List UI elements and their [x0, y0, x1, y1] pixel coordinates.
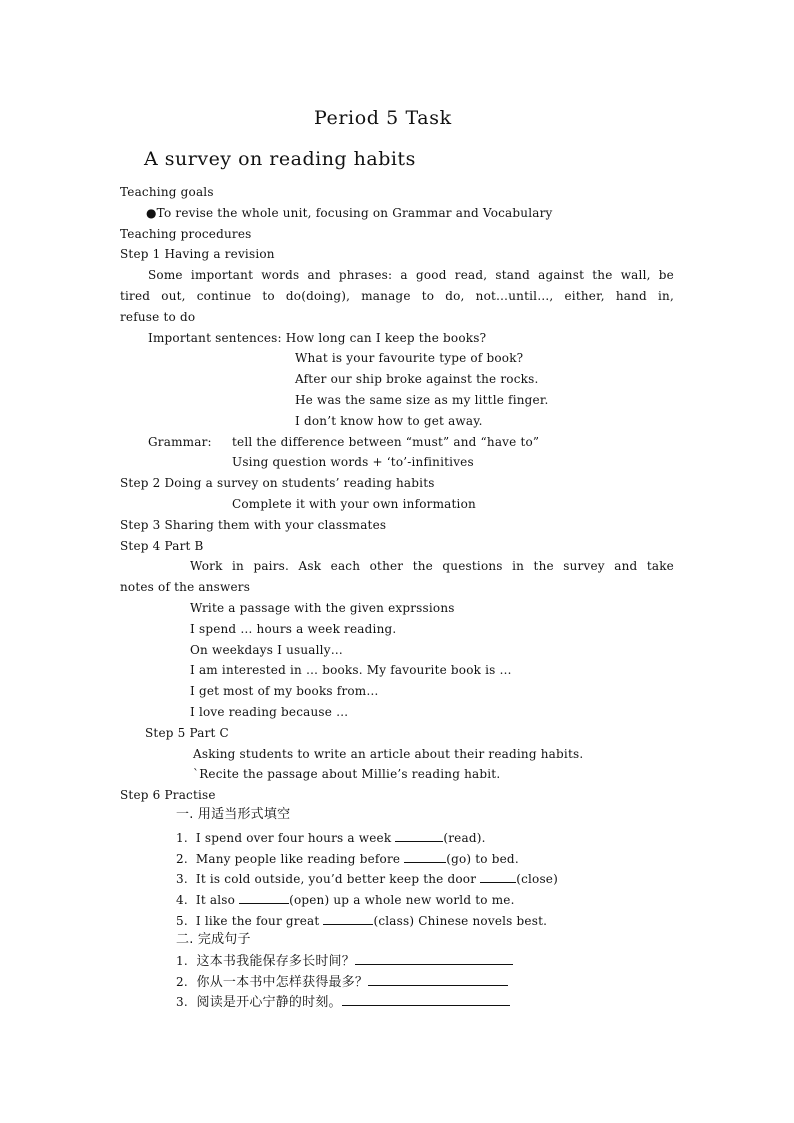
- step5-heading: Step 5 Part C: [145, 726, 229, 740]
- fill-blank-heading: 一. 用适当形式填空: [176, 807, 291, 822]
- item-hint: (open) up a whole new world to me.: [289, 893, 515, 907]
- step4-item: I spend … hours a week reading.: [190, 622, 397, 636]
- answer-blank[interactable]: [239, 892, 289, 904]
- item-number: 1.: [176, 954, 188, 968]
- item-number: 5.: [176, 914, 188, 928]
- item-text: 阅读是开心宁静的时刻。: [196, 995, 342, 1010]
- step4-line: Work in pairs. Ask each other the questions in the survey and take: [190, 559, 674, 573]
- step1-sentence: I don’t know how to get away.: [295, 414, 483, 428]
- step3-heading: Step 3 Sharing them with your classmates: [120, 518, 387, 532]
- answer-blank[interactable]: [395, 830, 443, 842]
- fill-blank-item: [176, 830, 486, 845]
- page-title: Period 5 Task: [314, 107, 452, 129]
- step1-grammar-item: tell the difference between “must” and “have to”: [232, 435, 540, 449]
- answer-blank[interactable]: [480, 871, 516, 883]
- answer-blank[interactable]: [323, 913, 373, 925]
- complete-sentence-item: [176, 953, 513, 969]
- fill-blank-item: [176, 913, 547, 928]
- item-text: It is cold outside, you’d better keep the door: [195, 872, 481, 886]
- step4-item: I get most of my books from…: [190, 684, 379, 698]
- step1-sentence: What is your favourite type of book?: [295, 351, 524, 365]
- item-number: 3.: [176, 995, 188, 1009]
- item-text: 你从一本书中怎样获得最多？: [196, 975, 369, 990]
- step1-words-line: Some important words and phrases: a good read, stand against the wall, be: [148, 268, 674, 282]
- step1-sentence: After our ship broke against the rocks.: [295, 372, 539, 386]
- step4-item: I love reading because …: [190, 705, 349, 719]
- step1-heading: Step 1 Having a revision: [120, 247, 275, 261]
- item-number: 2.: [176, 852, 188, 866]
- answer-blank[interactable]: [355, 953, 513, 965]
- step4-heading: Step 4 Part B: [120, 539, 204, 553]
- answer-blank[interactable]: [368, 974, 508, 986]
- item-hint: (go) to bed.: [446, 852, 519, 866]
- answer-blank[interactable]: [342, 994, 510, 1006]
- complete-sentence-item: [176, 994, 510, 1010]
- item-text: 这本书我能保存多长时间？: [196, 954, 355, 969]
- item-number: 1.: [176, 831, 188, 845]
- item-text: It also: [195, 893, 240, 907]
- step1-sentences-label: Important sentences: How long can I keep the books?: [148, 331, 487, 345]
- step4-item: On weekdays I usually…: [190, 643, 343, 657]
- fill-blank-item: [176, 871, 558, 886]
- step6-heading: Step 6 Practise: [120, 788, 216, 802]
- item-number: 3.: [176, 872, 188, 886]
- step4-item: Write a passage with the given exprssions: [190, 601, 455, 615]
- step1-words-line: refuse to do: [120, 310, 196, 324]
- step1-words-line: tired out, continue to do(doing), manage to do, not…until…, either, hand in,: [120, 289, 674, 303]
- complete-sentence-item: [176, 974, 508, 990]
- step2-heading: Step 2 Doing a survey on students’ reading habits: [120, 476, 435, 490]
- answer-blank[interactable]: [404, 851, 446, 863]
- teaching-goals-heading: Teaching goals: [120, 185, 214, 199]
- step1-sentence: He was the same size as my little finger.: [295, 393, 549, 407]
- item-hint: (class) Chinese novels best.: [373, 914, 548, 928]
- teaching-procedures-heading: Teaching procedures: [120, 227, 252, 241]
- step5-line: Asking students to write an article about their reading habits.: [193, 747, 584, 761]
- goal-item: ●To revise the whole unit, focusing on Grammar and Vocabulary: [146, 206, 553, 220]
- fill-blank-item: [176, 851, 519, 866]
- step5-line: `Recite the passage about Millie’s reading habit.: [193, 767, 501, 781]
- item-number: 4.: [176, 893, 188, 907]
- item-text: I spend over four hours a week: [195, 831, 396, 845]
- fill-blank-item: [176, 892, 515, 907]
- step2-detail: Complete it with your own information: [232, 497, 476, 511]
- step4-item: I am interested in … books. My favourite book is …: [190, 663, 512, 677]
- page-subtitle: A survey on reading habits: [144, 148, 416, 170]
- step4-line: notes of the answers: [120, 580, 251, 594]
- item-hint: (close): [516, 872, 558, 886]
- step1-grammar-label: Grammar:: [148, 435, 212, 449]
- item-number: 2.: [176, 975, 188, 989]
- step1-grammar-item: Using question words + ‘to’-infinitives: [232, 455, 474, 469]
- complete-sentence-heading: 二. 完成句子: [176, 932, 251, 947]
- item-text: Many people like reading before: [195, 852, 405, 866]
- item-hint: (read).: [443, 831, 486, 845]
- item-text: I like the four great: [195, 914, 324, 928]
